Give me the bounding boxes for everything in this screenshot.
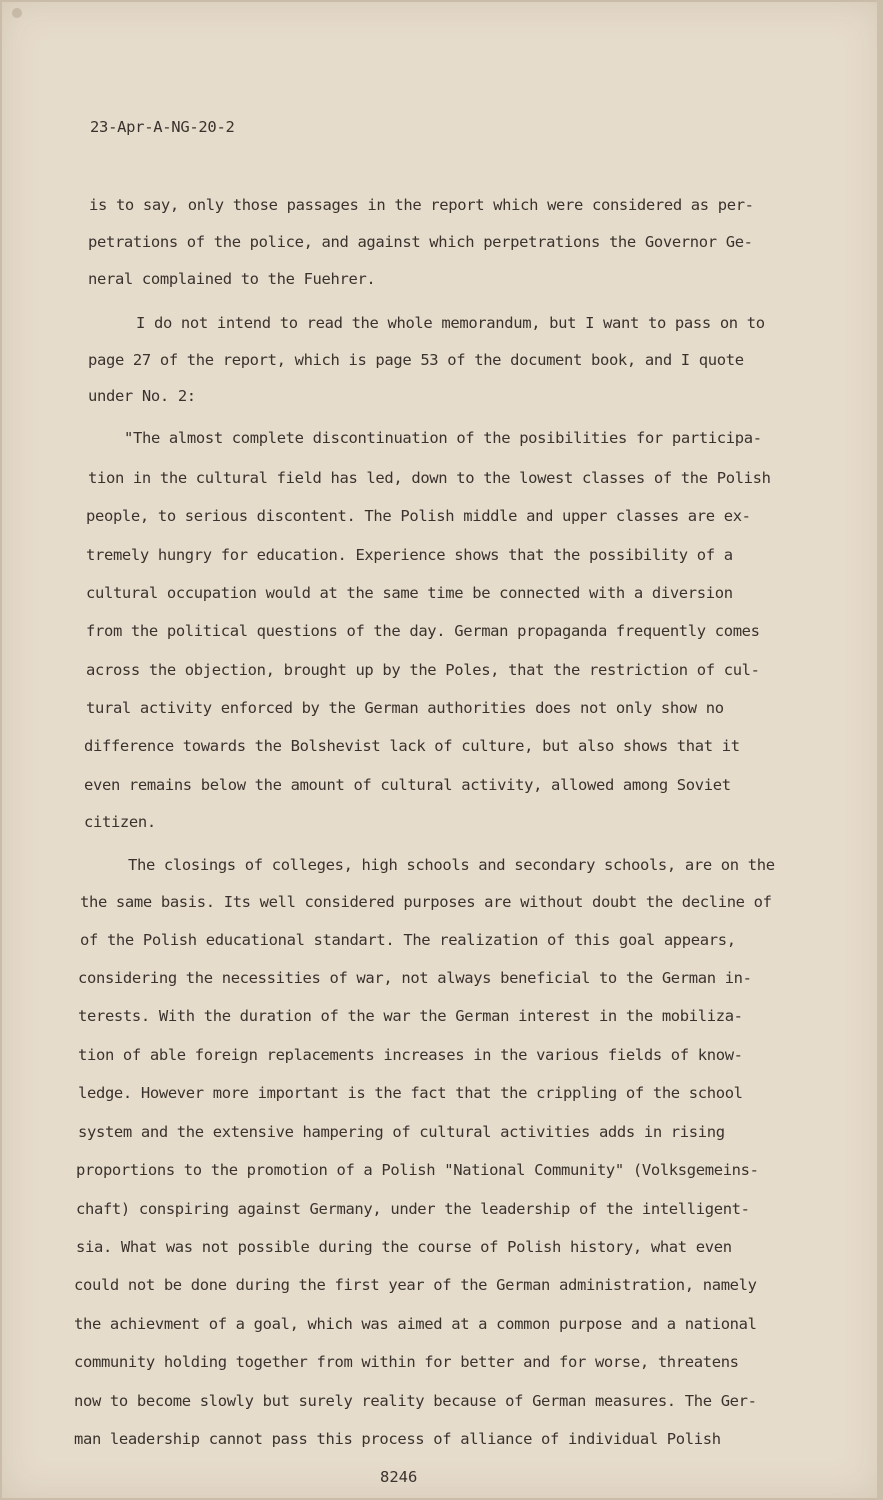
text-line: man leadership cannot pass this process of alliance of individual Polish (74, 1430, 721, 1448)
text-line: considering the necessities of war, not always beneficial to the German in- (78, 969, 752, 987)
text-line: across the objection, brought up by the Poles, that the restriction of cul- (86, 661, 760, 679)
page-edge (877, 0, 883, 1500)
text-line: chaft) conspiring against Germany, under the leadership of the intelligent- (76, 1200, 750, 1218)
text-line: The closings of colleges, high schools and secondary schools, are on the (128, 856, 775, 874)
text-line: could not be done during the first year of the German administration, namely (74, 1276, 757, 1294)
text-line: page 27 of the report, which is page 53 of the document book, and I quote (88, 351, 744, 369)
text-line: under No. 2: (88, 387, 196, 405)
text-line: the same basis. Its well considered purposes are without doubt the decline of (80, 893, 772, 911)
punch-hole-mark (12, 8, 22, 18)
text-line: "The almost complete discontinuation of the posibilities for participa- (124, 429, 762, 447)
text-line: community holding together from within for better and for worse, threatens (74, 1353, 739, 1371)
text-line: petrations of the police, and against which perpetrations the Governor Ge- (88, 233, 753, 251)
text-line: of the Polish educational standart. The realization of this goal appears, (80, 931, 736, 949)
document-code: 23-Apr-A-NG-20-2 (90, 118, 235, 136)
text-line: system and the extensive hampering of cultural activities adds in rising (78, 1123, 725, 1141)
text-line: tremely hungry for education. Experience shows that the possibility of a (86, 546, 733, 564)
text-line: neral complained to the Fuehrer. (88, 270, 376, 288)
text-line: even remains below the amount of cultural activity, allowed among Soviet (84, 776, 731, 794)
text-line: tural activity enforced by the German authorities does not only show no (86, 699, 724, 717)
text-line: tion in the cultural field has led, down to the lowest classes of the Polish (88, 469, 771, 487)
text-line: terests. With the duration of the war the German interest in the mobiliza- (78, 1007, 743, 1025)
text-line: people, to serious discontent. The Polish middle and upper classes are ex- (86, 507, 751, 525)
text-line: the achievment of a goal, which was aimed at a common purpose and a national (74, 1315, 757, 1333)
text-line: ledge. However more important is the fact that the crippling of the school (78, 1084, 743, 1102)
text-line: from the political questions of the day. German propaganda frequently comes (86, 622, 760, 640)
text-line: now to become slowly but surely reality because of German measures. The Ger- (74, 1392, 757, 1410)
text-line: citizen. (84, 813, 156, 831)
text-line: proportions to the promotion of a Polish "National Community" (Volksgemeins- (76, 1161, 759, 1179)
text-line: I do not intend to read the whole memorandum, but I want to pass on to (136, 314, 765, 332)
text-line: cultural occupation would at the same time be connected with a diversion (86, 584, 733, 602)
page-number: 8246 (380, 1468, 418, 1486)
text-line: tion of able foreign replacements increases in the various fields of know- (78, 1046, 743, 1064)
text-line: sia. What was not possible during the course of Polish history, what even (76, 1238, 732, 1256)
text-line: is to say, only those passages in the report which were considered as per- (89, 196, 754, 214)
text-line: difference towards the Bolshevist lack of culture, but also shows that it (84, 737, 740, 755)
